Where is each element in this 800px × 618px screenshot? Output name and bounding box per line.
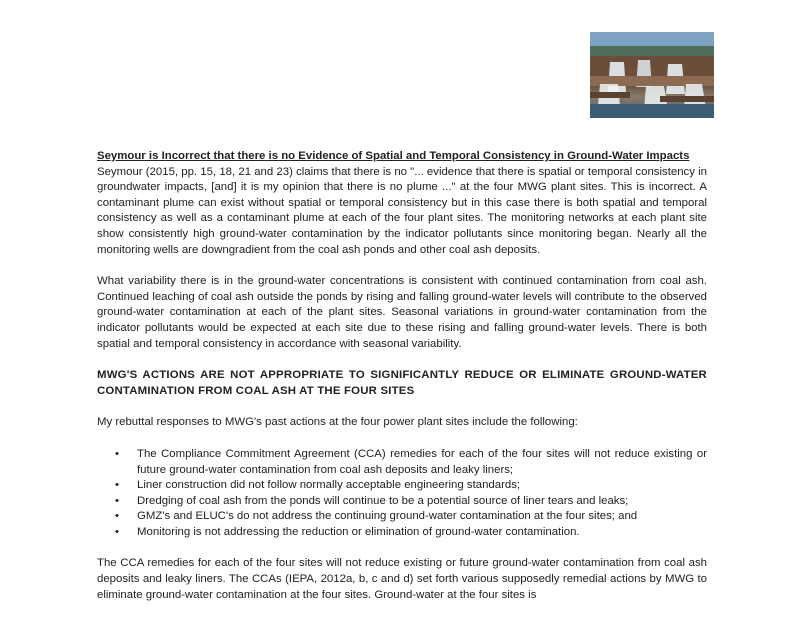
document-body (97, 149, 707, 603)
section-heading-mwg-actions: MWG'S ACTIONS ARE NOT APPROPRIATE TO SIGNIFICANTLY REDUCE OR ELIMINATE GROUND-WATER CONTAMINATION FROM COAL ASH AT THE FOUR SITES (97, 369, 707, 397)
list-item: • Dredging of coal ash from the ponds will continue to be a potential source of liner tears and leaks; (137, 494, 707, 510)
paragraph-cca-remedies: The CCA remedies for each of the four sites will not reduce existing or future ground-water contamination from coal ash deposits and leaky liners. The CCAs (IEPA, 2012a, b, c and d) set forth various supposedly remedial actions by MWG to eliminate ground-water contamination at the four sites. Ground-water at the four sites is (97, 557, 707, 601)
list-item: • The Compliance Commitment Agreement (CCA) remedies for each of the four sites will not reduce existing or future ground-water contamination from coal ash deposits and leaky liners; (137, 447, 707, 478)
section-heading-seymour: Seymour is Incorrect that there is no Evidence of Spatial and Temporal Consistency in Ground-Water Impacts (97, 150, 690, 162)
paragraph-seymour-claims: Seymour (2015, pp. 15, 18, 21 and 23) claims that there is no "... evidence that there is spatial or temporal consistency in groundwater impacts, [and] it is my opinion that there is no plume ..." at the four MWG plant sites. This is incorrect. A contaminant plume can exist without spatial or temporal consistency but in this case there is both spatial and temporal consistency as well as a contaminant plume at each of the four plant sites. The monitoring networks at each plant site show consistently high ground-water contamination by the indicator pollutants since monitoring began. Nearly all the monitoring wells are downgradient from the coal ash ponds and other coal ash deposits. (97, 165, 707, 256)
header-waterfall-image (590, 32, 714, 118)
paragraph-rebuttal-intro: My rebuttal responses to MWG's past actions at the four power plant sites include the following: (97, 416, 578, 429)
waterfall-picture (590, 32, 714, 118)
paragraph-variability: What variability there is in the ground-water concentrations is consistent with continued contamination from coal ash. Continued leaching of coal ash outside the ponds by rising and falling ground-water levels will contribute to the observed ground-water contamination at each of the plant sites. Seasonal variations in ground-water contamination from the indicator pollutants would be expected at each site due to these rising and falling ground-water levels. There is both spatial and temporal consistency in accordance with seasonal variability. (97, 275, 707, 350)
list-item: • GMZ's and ELUC's do not address the continuing ground-water contamination at the four sites; and (137, 509, 707, 525)
rebuttal-list (97, 447, 707, 541)
list-item: • Liner construction did not follow normally acceptable engineering standards; (137, 478, 707, 494)
list-item: • Monitoring is not addressing the reduction or elimination of ground-water contamination. (137, 525, 707, 541)
